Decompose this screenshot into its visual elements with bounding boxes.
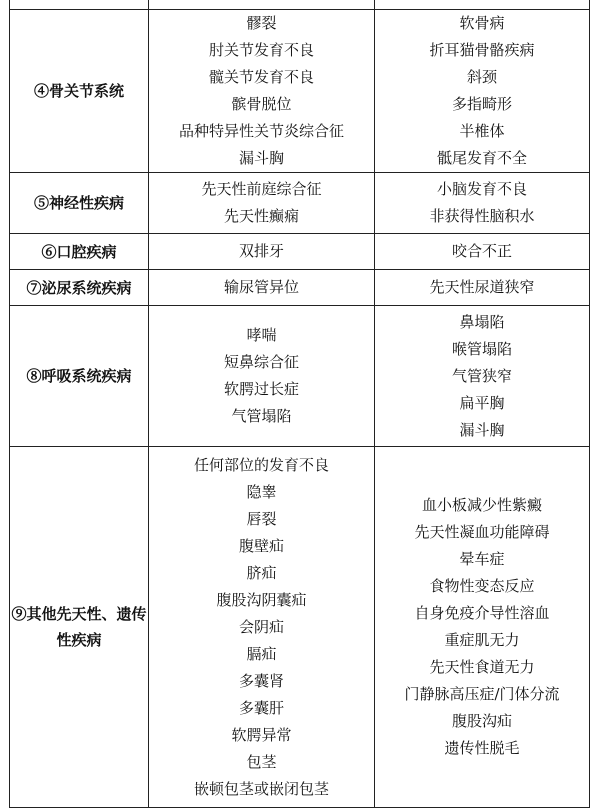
- list-item: 小脑发育不良: [436, 180, 527, 198]
- list-item: 输尿管异位: [223, 278, 299, 296]
- list-item: 斜颈: [466, 68, 497, 86]
- list-item: 多指畸形: [451, 95, 512, 113]
- table-row: [10, 447, 590, 808]
- list-item: 扁平胸: [459, 393, 505, 412]
- table-row: [10, 234, 590, 270]
- list-cell: [375, 306, 590, 447]
- list-item: 先天性尿道狭窄: [429, 278, 535, 296]
- list-item: 重症肌无力: [444, 631, 520, 649]
- list-item: 多囊肝: [238, 698, 284, 717]
- category-cell: ⑨其他先天性、遗传性疾病: [10, 447, 149, 808]
- list-item: 会阴疝: [238, 617, 284, 636]
- list-item: 腹壁疝: [238, 536, 284, 555]
- list-item: 软腭过长症: [223, 380, 299, 398]
- list-item: 任何部位的发育不良: [193, 455, 329, 474]
- category-cell: ⑤神经性疾病: [10, 173, 149, 234]
- list-item: 折耳猫骨骼疾病: [429, 41, 535, 59]
- list-cell: [375, 270, 590, 306]
- list-item: 咬合不正: [451, 242, 512, 260]
- list-cell: [149, 447, 375, 808]
- category-cell: ⑦泌尿系统疾病: [10, 270, 149, 306]
- table-row: [10, 306, 590, 447]
- list-item: 脐疝: [246, 563, 277, 582]
- list-item: 遗传性脱毛: [444, 739, 520, 757]
- list-item: 唇裂: [246, 509, 277, 528]
- table-row: [10, 0, 590, 10]
- list-item: 先天性前庭综合征: [201, 180, 322, 198]
- list-item: 漏斗胸: [238, 149, 284, 167]
- list-item: 先天性癫痫: [223, 207, 299, 225]
- list-item: 嵌顿包茎或嵌闭包茎: [193, 779, 329, 798]
- list-cell: [149, 306, 375, 447]
- category-cell: ④骨关节系统: [10, 10, 149, 173]
- list-item: 食物性变态反应: [429, 577, 535, 595]
- list-item: 气管狭窄: [451, 366, 512, 385]
- list-cell: [375, 234, 590, 270]
- list-item: 品种特异性关节炎综合征: [178, 122, 344, 140]
- list-item: 半椎体: [459, 122, 505, 140]
- list-item: 自身免疫介导性溶血: [414, 604, 550, 622]
- list-item: 腹股沟疝: [451, 712, 512, 730]
- list-item: 血小板减少性紫癜: [421, 496, 542, 514]
- list-item: 软腭异常: [231, 725, 292, 744]
- table-cell: [149, 0, 375, 10]
- list-cell: [375, 10, 590, 173]
- list-item: 哮喘: [246, 326, 277, 344]
- list-cell: [149, 173, 375, 234]
- list-cell: [149, 270, 375, 306]
- list-item: 双排牙: [238, 242, 284, 260]
- list-item: 喉管塌陷: [451, 339, 512, 358]
- table-row: [10, 270, 590, 306]
- list-item: 先天性凝血功能障碍: [414, 523, 550, 541]
- list-cell: [149, 10, 375, 173]
- list-item: 门静脉高压症/门体分流: [404, 685, 560, 703]
- disease-table: [9, 0, 590, 808]
- list-item: 腹股沟阴囊疝: [216, 590, 307, 609]
- list-item: 先天性食道无力: [429, 658, 535, 676]
- list-item: 骶尾发育不全: [436, 149, 527, 167]
- category-cell: ⑧呼吸系统疾病: [10, 306, 149, 447]
- list-item: 非获得性脑积水: [429, 207, 535, 225]
- list-item: 气管塌陷: [231, 407, 292, 425]
- list-cell: [375, 447, 590, 808]
- list-item: 鼻塌陷: [459, 312, 505, 331]
- table-cell: [10, 0, 149, 10]
- list-item: 髋关节发育不良: [208, 68, 314, 86]
- table-row: [10, 173, 590, 234]
- category-cell: ⑥口腔疾病: [10, 234, 149, 270]
- list-cell: [149, 234, 375, 270]
- table-row: [10, 10, 590, 173]
- list-item: 髌骨脱位: [231, 95, 292, 113]
- list-item: 包茎: [246, 752, 277, 771]
- list-item: 软骨病: [459, 14, 505, 32]
- list-item: 肘关节发育不良: [208, 41, 314, 59]
- list-item: 髎裂: [246, 14, 277, 32]
- list-item: 晕车症: [459, 550, 505, 568]
- list-item: 隐睾: [246, 482, 277, 501]
- list-item: 膈疝: [246, 644, 277, 663]
- list-cell: [375, 173, 590, 234]
- table-cell: [375, 0, 590, 10]
- list-item: 短鼻综合征: [223, 353, 299, 371]
- list-item: 多囊肾: [238, 671, 284, 690]
- list-item: 漏斗胸: [459, 420, 505, 439]
